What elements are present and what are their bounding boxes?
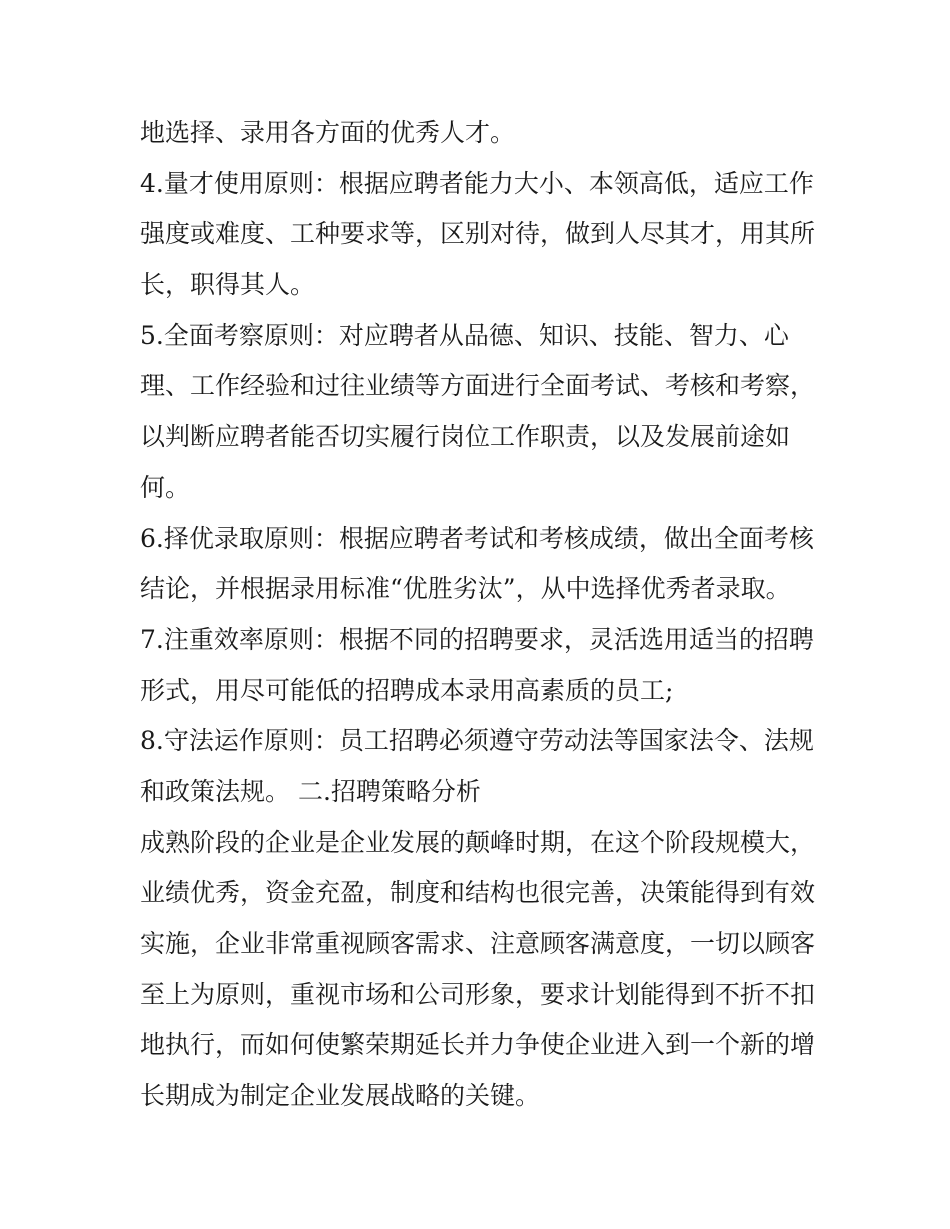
text-line: 业绩优秀，资金充盈，制度和结构也很完善，决策能得到有效 (140, 878, 816, 908)
text-line: 形式，用尽可能低的招聘成本录用高素质的员工; (140, 675, 674, 705)
text-line: 以判断应聘者能否切实履行岗位工作职责，以及发展前途如 (140, 422, 791, 452)
body-text (140, 108, 830, 1122)
text-line: 地执行，而如何使繁荣期延长并力争使企业进入到一个新的增 (140, 1030, 816, 1060)
text-line: 7.注重效率原则：根据不同的招聘要求，灵活选用适当的招聘 (140, 624, 814, 654)
text-line: 实施，企业非常重视顾客需求、注意顾客满意度，一切以顾客 (140, 929, 816, 958)
text-line: 结论，并根据录用标准“优胜劣汰”，从中选择优秀者录取。 (140, 574, 791, 604)
text-line: 地选择、录用各方面的优秀人才。 (140, 118, 516, 147)
text-line: 至上为原则，重视市场和公司形象，要求计划能得到不折不扣 (140, 979, 816, 1009)
text-line: 强度或难度、工种要求等，区别对待，做到人尽其才，用其所 (140, 219, 816, 249)
text-line: 何。 (140, 472, 191, 502)
text-line: 成熟阶段的企业是企业发展的颠峰时期，在这个阶段规模大， (140, 827, 816, 857)
text-line: 4.量才使用原则：根据应聘者能力大小、本领高低，适应工作 (140, 168, 814, 198)
text-line: 6.择优录取原则：根据应聘者考试和考核成绩，做出全面考核 (140, 523, 814, 553)
text-line: 理、工作经验和过往业绩等方面进行全面考试、考核和考察， (140, 371, 816, 401)
text-line: 8.守法运作原则：员工招聘必须遵守劳动法等国家法令、法规 (140, 726, 814, 756)
text-line: 长，职得其人。 (140, 270, 316, 300)
text-line: 5.全面考察原则：对应聘者从品德、知识、技能、智力、心 (140, 320, 789, 350)
text-line: 长期成为制定企业发展战略的关键。 (140, 1081, 541, 1111)
text-line: 和政策法规。 二.招聘策略分析 (140, 776, 481, 806)
